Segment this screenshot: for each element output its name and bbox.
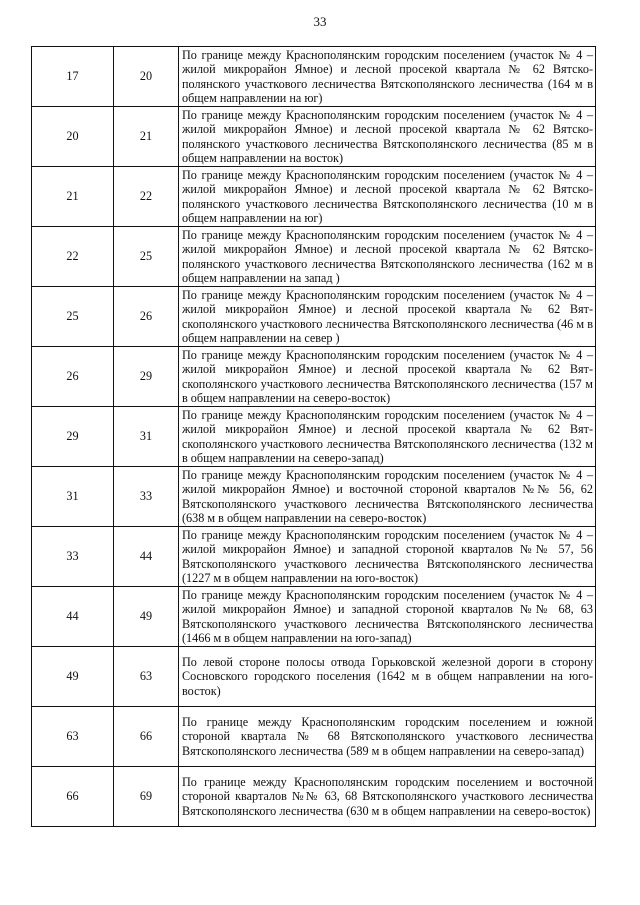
to-point-cell: 69 (114, 767, 179, 827)
to-point-cell: 26 (114, 287, 179, 347)
boundary-description-cell: По границе между Краснополянским городским поселением (участок № 4 – жилой микрорайон Ямное) и лесной просекой квартала № 62 Вятскополянского участкового лесничества Вятскополянского лесничества (157 м в общем направлении на северо-восток) (179, 347, 596, 407)
to-point-cell: 21 (114, 107, 179, 167)
to-point-cell: 25 (114, 227, 179, 287)
boundary-description-cell: По границе между Краснополянским городским поселением и южной стороной квартала № 68 Вятскополянского участкового лесничества Вятскополянского лесничества (589 м в общем направлении на северо-запад) (179, 707, 596, 767)
boundary-description-cell: По границе между Краснополянским городским поселением (участок № 4 – жилой микрорайон Ямное) и лесной просекой квартала № 62 Вятскополянского участкового лесничества Вятскополянского лесничества (85 м в общем направлении на восток) (179, 107, 596, 167)
page-number: 33 (313, 14, 327, 29)
from-point-cell: 21 (32, 167, 114, 227)
from-point-cell: 29 (32, 407, 114, 467)
to-point-cell: 44 (114, 527, 179, 587)
from-point-cell: 44 (32, 587, 114, 647)
to-point-cell: 66 (114, 707, 179, 767)
from-point-cell: 20 (32, 107, 114, 167)
boundary-description-cell: По границе между Краснополянским городским поселением (участок № 4 – жилой микрорайон Ямное) и лесной просекой квартала № 62 Вятскополянского участкового лесничества Вятскополянского лесничества (132 м в общем направлении на северо-запад) (179, 407, 596, 467)
from-point-cell: 33 (32, 527, 114, 587)
boundary-description-cell: По границе между Краснополянским городским поселением (участок № 4 – жилой микрорайон Ямное) и западной стороной кварталов №№ 57, 56 Вятскополянского участкового лесничества Вятскополянского лесничества (1227 м в общем направлении на юго-восток) (179, 527, 596, 587)
boundary-description-cell: По границе между Краснополянским городским поселением (участок № 4 – жилой микрорайон Ямное) и лесной просекой квартала № 62 Вятскополянского участкового лесничества Вятскополянского лесничества (164 м в общем направлении на юг) (179, 47, 596, 107)
from-point-cell: 63 (32, 707, 114, 767)
table-row (32, 527, 596, 587)
to-point-cell: 31 (114, 407, 179, 467)
table-row (32, 587, 596, 647)
table-row (32, 47, 596, 107)
table-row (32, 647, 596, 707)
table-row (32, 107, 596, 167)
to-point-cell: 20 (114, 47, 179, 107)
table-row (32, 707, 596, 767)
table-row (32, 767, 596, 827)
table-row (32, 467, 596, 527)
from-point-cell: 17 (32, 47, 114, 107)
to-point-cell: 33 (114, 467, 179, 527)
boundary-description-cell: По границе между Краснополянским городским поселением (участок № 4 – жилой микрорайон Ямное) и восточной стороной кварталов №№ 56, 62 Вятскополянского участкового лесничества Вятскополянского лесничества (638 м в общем направлении на северо-восток) (179, 467, 596, 527)
from-point-cell: 26 (32, 347, 114, 407)
table-row (32, 227, 596, 287)
boundary-description-cell: По левой стороне полосы отвода Горьковской железной дороги в сторону Сосновского городского поселения (1642 м в общем направлении на юго-восток) (179, 647, 596, 707)
to-point-cell: 49 (114, 587, 179, 647)
table-row (32, 287, 596, 347)
boundary-description-cell: По границе между Краснополянским городским поселением и восточной стороной кварталов №№ 63, 68 Вятскополянского участкового лесничества Вятскополянского лесничества (630 м в общем направлении на северо-восток) (179, 767, 596, 827)
boundary-description-cell: По границе между Краснополянским городским поселением (участок № 4 – жилой микрорайон Ямное) и лесной просекой квартала № 62 Вятскополянского участкового лесничества Вятскополянского лесничества (46 м в общем направлении на север ) (179, 287, 596, 347)
from-point-cell: 66 (32, 767, 114, 827)
to-point-cell: 63 (114, 647, 179, 707)
from-point-cell: 22 (32, 227, 114, 287)
boundary-description-cell: По границе между Краснополянским городским поселением (участок № 4 – жилой микрорайон Ямное) и лесной просекой квартала № 62 Вятскополянского участкового лесничества Вятскополянского лесничества (10 м в общем направлении на юг) (179, 167, 596, 227)
from-point-cell: 25 (32, 287, 114, 347)
boundary-description-cell: По границе между Краснополянским городским поселением (участок № 4 – жилой микрорайон Ямное) и лесной просекой квартала № 62 Вятскополянского участкового лесничества Вятскополянского лесничества (162 м в общем направлении на запад ) (179, 227, 596, 287)
boundary-description-cell: По границе между Краснополянским городским поселением (участок № 4 – жилой микрорайон Ямное) и западной стороной кварталов №№ 68, 63 Вятскополянского участкового лесничества Вятскополянского лесничества (1466 м в общем направлении на юго-запад) (179, 587, 596, 647)
to-point-cell: 29 (114, 347, 179, 407)
boundary-table (31, 46, 596, 827)
from-point-cell: 49 (32, 647, 114, 707)
from-point-cell: 31 (32, 467, 114, 527)
table-row (32, 347, 596, 407)
table-row (32, 167, 596, 227)
table-row (32, 407, 596, 467)
to-point-cell: 22 (114, 167, 179, 227)
